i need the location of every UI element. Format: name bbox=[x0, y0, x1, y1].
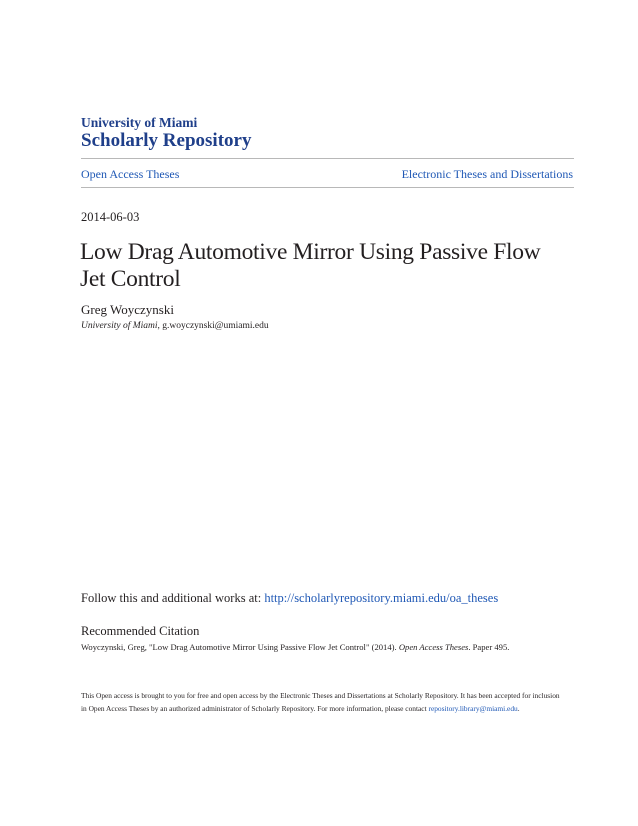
notice-text: This Open access is brought to you for free and open access by the Electronic Theses and Dissertations at Scholarly Repository. It has been accepted for inclusion in Open Access Theses by an authorized administrator of Scholarly Repository. For more information, please contact bbox=[81, 691, 560, 713]
follow-line bbox=[81, 591, 498, 606]
repository-email-link[interactable]: repository.library@miami.edu bbox=[428, 704, 518, 713]
author-affiliation bbox=[81, 321, 269, 331]
author-name: Greg Woyczynski bbox=[81, 302, 174, 317]
oa-theses-url-link[interactable]: http://scholarlyrepository.miami.edu/oa_theses bbox=[264, 591, 499, 605]
affiliation-email: , g.woyczynski@umiami.edu bbox=[157, 321, 269, 331]
notice-end: . bbox=[517, 704, 520, 713]
etd-link[interactable]: Electronic Theses and Dissertations bbox=[401, 167, 573, 181]
publication-date: 2014-06-03 bbox=[81, 210, 140, 224]
citation-series: Open Access Theses bbox=[398, 642, 469, 652]
citation-text bbox=[81, 642, 509, 652]
citation-text-after: . Paper 495. bbox=[468, 642, 510, 652]
institution-name: University of Miami bbox=[81, 115, 198, 130]
follow-label: Follow this and additional works at: bbox=[81, 591, 265, 605]
repository-name: Scholarly Repository bbox=[81, 130, 252, 151]
divider-bottom bbox=[81, 187, 574, 188]
citation-text-before: Woyczynski, Greg, "Low Drag Automotive Mirror Using Passive Flow Jet Control" (2014). bbox=[81, 642, 399, 652]
divider-top bbox=[81, 158, 574, 159]
recommended-citation-heading: Recommended Citation bbox=[81, 624, 200, 638]
document-title: Low Drag Automotive Mirror Using Passive Flow Jet Control bbox=[80, 239, 541, 292]
access-notice bbox=[81, 689, 561, 715]
open-access-theses-link[interactable]: Open Access Theses bbox=[81, 167, 180, 181]
affiliation-institution: University of Miami bbox=[81, 321, 158, 331]
